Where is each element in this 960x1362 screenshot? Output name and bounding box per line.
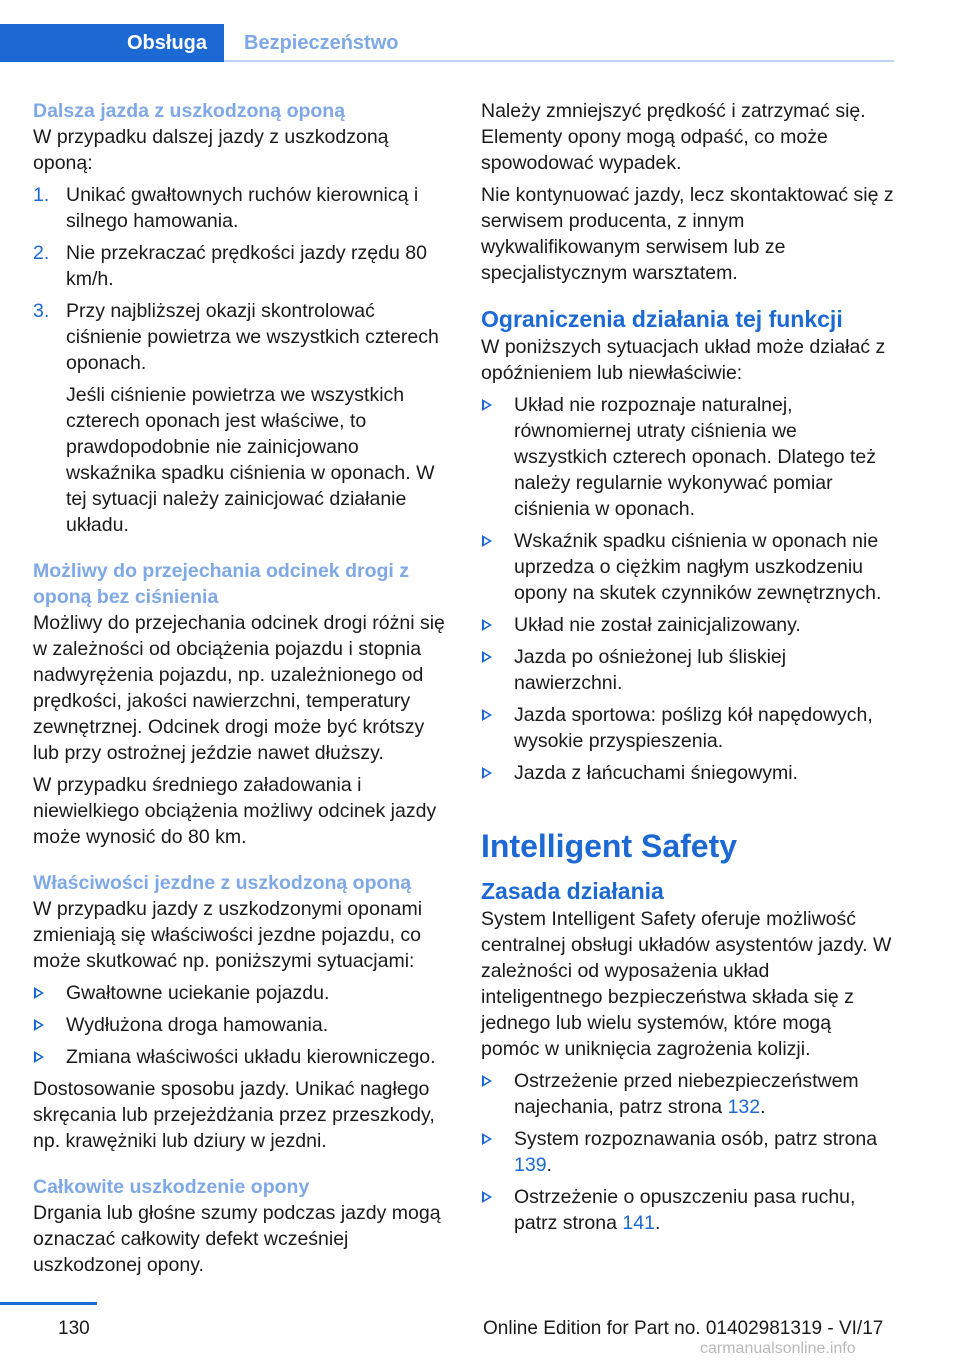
triangle-bullet-icon [482, 399, 492, 411]
list-subparagraph: Jeśli ciśnienie powietrza we wszystkich czterech oponach jest właściwe, to prawdopodobnie nie zainicjowano wskaźnika spadku ciśnienia w oponach. W tej sytuacji należy zainicjować działanie układu. [66, 384, 435, 536]
tab-label: Bezpieczeństwo [244, 31, 399, 54]
triangle-bullet-icon [482, 1191, 492, 1203]
list-number: 3. [33, 300, 50, 322]
triangle-bullet-icon [482, 1075, 492, 1087]
tab-obsluga[interactable] [0, 24, 224, 62]
triangle-bullet-icon [482, 535, 492, 547]
list-item [33, 298, 447, 538]
triangle-bullet-icon [34, 1019, 44, 1031]
list-number: 2. [33, 242, 50, 264]
chapter-heading: Intelligent Safety [481, 828, 738, 864]
list-text: Ostrzeżenie o opuszczeniu pasa ruchu, patrz strona [514, 1186, 856, 1234]
list-item [481, 1126, 895, 1178]
list-text: Jazda po ośnieżonej lub śliskiej nawierzchni. [514, 646, 787, 694]
triangle-bullet-icon [34, 1051, 44, 1063]
subheading: Całkowite uszkodzenie opony [33, 1176, 310, 1198]
paragraph: System Intelligent Safety oferuje możliwość centralnej obsługi układów asystentów jazdy. W zależności od wyposażenia układ inteligentnego bezpieczeństwa składa się z jednego lub wielu systemów, które mogą pomóc w uniknięcia zagrożenia kolizji. [481, 908, 892, 1060]
triangle-bullet-icon [482, 767, 492, 779]
triangle-bullet-icon [482, 1133, 492, 1145]
bullet-list [481, 392, 895, 786]
list-text-end: . [760, 1096, 766, 1118]
list-item [481, 760, 895, 786]
list-text: Wskaźnik spadku ciśnienia w oponach nie uprzedza o ciężkim nagłym uszkodzeniu opony na skutek czynników zewnętrznych. [514, 530, 882, 604]
list-number: 1. [33, 184, 50, 206]
list-text-end: . [546, 1154, 552, 1176]
list-item [33, 980, 447, 1006]
tab-label: Obsługa [126, 31, 207, 54]
list-text: Jazda sportowa: poślizg kół napędowych, wysokie przyspieszenia. [514, 704, 873, 752]
page-link[interactable]: 139 [514, 1154, 547, 1176]
tab-bezpieczenstwo[interactable] [224, 24, 418, 62]
subheading: Możliwy do przejechania odcinek drogi z oponą bez ciśnienia [33, 560, 409, 608]
right-column [481, 98, 895, 1236]
paragraph: W przypadku dalszej jazdy z uszkodzoną oponą: [33, 126, 389, 174]
edition-text: Online Edition for Part no. 01402981319 - VI/17 [483, 1318, 884, 1339]
list-text: Układ nie rozpoznaje naturalnej, równomiernej utraty ciśnienia we wszystkich czterech oponach. Dlatego też należy regularnie wykonywać pomiar ciśnienia w oponach. [514, 394, 877, 520]
page-number: 130 [58, 1318, 90, 1339]
paragraph: W przypadku średniego załadowania i niewielkiego obciążenia możliwy odcinek jazdy może wynosić do 80 km. [33, 774, 437, 848]
list-item [33, 1012, 447, 1038]
left-column [33, 98, 447, 1278]
triangle-bullet-icon [482, 619, 492, 631]
list-item [481, 702, 895, 754]
paragraph: Nie kontynuować jazdy, lecz skontaktować się z serwisem producenta, z innym wykwalifikowanym serwisem lub ze specjalistycznym warsztatem. [481, 184, 894, 284]
section-heading: Ograniczenia działania tej funkcji [481, 306, 843, 332]
list-text: Wydłużona droga hamowania. [66, 1014, 329, 1036]
page-link[interactable]: 132 [727, 1096, 761, 1118]
list-text: Układ nie został zainicjalizowany. [514, 614, 801, 636]
list-item [481, 1068, 895, 1120]
list-item [481, 612, 895, 638]
list-text: Zmiana właściwości układu kierowniczego. [66, 1046, 436, 1068]
list-item [481, 644, 895, 696]
bullet-list [481, 1068, 895, 1236]
list-item [481, 392, 895, 522]
page-header [0, 0, 960, 64]
subheading: Dalsza jazda z uszkodzoną oponą [33, 100, 346, 122]
paragraph: W przypadku jazdy z uszkodzonymi oponami zmieniają się właściwości jezdne pojazdu, co może skutkować np. poniższymi sytuacjami: [33, 898, 423, 972]
list-item [33, 240, 447, 292]
bullet-list [33, 980, 447, 1070]
list-item [33, 182, 447, 234]
triangle-bullet-icon [482, 709, 492, 721]
list-item [481, 1184, 895, 1236]
page-link[interactable]: 141 [622, 1212, 655, 1234]
list-text: Nie przekraczać prędkości jazdy rzędu 80 km/h. [66, 242, 427, 290]
paragraph: W poniższych sytuacjach układ może działać z opóźnieniem lub niewłaściwie: [481, 336, 886, 384]
triangle-bullet-icon [482, 651, 492, 663]
list-text: Ostrzeżenie przed niebezpieczeństwem najechania, patrz strona [514, 1070, 859, 1118]
subheading: Właściwości jezdne z uszkodzoną oponą [33, 872, 412, 894]
list-text: Jazda z łańcuchami śniegowymi. [514, 762, 798, 784]
header-divider [224, 60, 894, 62]
watermark: carmanualsonline.info [700, 1340, 856, 1357]
list-text-end: . [654, 1212, 661, 1234]
list-item [33, 1044, 447, 1070]
triangle-bullet-icon [34, 987, 44, 999]
paragraph: Należy zmniejszyć prędkość i zatrzymać się. Elementy opony mogą odpaść, co może spowodować wypadek. [481, 100, 866, 174]
paragraph: Dostosowanie sposobu jazdy. Unikać nagłego skręcania lub przejeżdżania przez przeszkody, np. krawężniki lub dziury w jezdni. [33, 1078, 435, 1152]
list-text: Przy najbliższej okazji skontrolować ciśnienie powietrza we wszystkich czterech oponach. [66, 300, 439, 374]
list-text: Unikać gwałtownych ruchów kierownicą i silnego hamowania. [66, 184, 419, 232]
footer-rule [0, 1302, 97, 1305]
numbered-list [33, 182, 447, 538]
list-item [481, 528, 895, 606]
section-heading: Zasada działania [481, 878, 664, 904]
list-text: Gwałtowne uciekanie pojazdu. [66, 982, 330, 1004]
list-text: System rozpoznawania osób, patrz strona [514, 1128, 878, 1150]
paragraph: Możliwy do przejechania odcinek drogi różni się w zależności od obciążenia pojazdu i stopnia nadwyrężenia pojazdu, np. uzależnionego od prędkości, jakości nawierzchni, temperatury zewnętrznej. Odcinek drogi może być krótszy lub przy ostrożnej jeździe nawet dłuższy. [33, 612, 445, 764]
paragraph: Drgania lub głośne szumy podczas jazdy mogą oznaczać całkowity defekt wcześniej uszkodzonej opony. [33, 1202, 441, 1276]
